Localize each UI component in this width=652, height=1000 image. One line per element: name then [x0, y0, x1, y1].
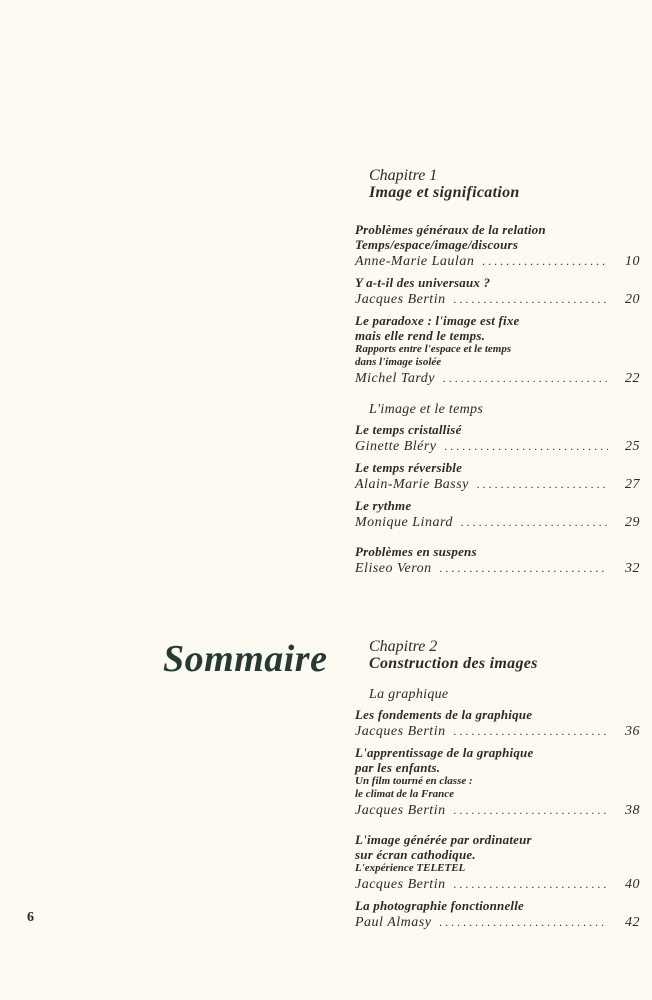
entry-title: Problèmes généraux de la relation	[355, 222, 546, 237]
section-heading: La graphique	[369, 687, 449, 702]
entry-subtitle: Rapports entre l'espace et le temps	[355, 343, 512, 355]
entry-title: Problèmes en suspens	[355, 544, 477, 559]
entry-page: 36	[625, 724, 640, 739]
chapter-number: Chapitre 1	[369, 167, 438, 184]
toc-entry[interactable]	[355, 222, 640, 271]
leader-dots	[454, 290, 608, 308]
toc-entry[interactable]	[355, 832, 640, 894]
leader-dots	[440, 559, 608, 577]
entry-subtitle: dans l'image isolée	[355, 356, 442, 368]
leader-dots	[439, 913, 608, 931]
entry-page: 10	[625, 254, 640, 269]
toc-entry[interactable]	[355, 498, 640, 532]
table-of-contents	[355, 167, 640, 932]
entry-title: L'apprentissage de la graphique	[355, 745, 534, 760]
entry-page: 27	[625, 477, 640, 492]
entry-page: 38	[625, 803, 640, 818]
leader-dots	[445, 437, 608, 455]
toc-entry[interactable]	[355, 422, 640, 456]
entry-title: Temps/espace/image/discours	[355, 237, 519, 252]
entry-title: Le rythme	[355, 498, 412, 513]
leader-dots	[454, 722, 608, 740]
entry-page: 42	[625, 915, 640, 930]
entry-author: Alain-Marie Bassy	[355, 477, 469, 492]
entry-author: Jacques Bertin	[355, 803, 446, 818]
toc-entry[interactable]	[355, 460, 640, 494]
chapter-heading	[369, 167, 640, 202]
entry-page: 25	[625, 439, 640, 454]
entry-subtitle: Un film tourné en classe :	[355, 775, 473, 787]
toc-entry[interactable]	[355, 707, 640, 741]
entry-author: Jacques Bertin	[355, 877, 446, 892]
leader-dots	[482, 252, 608, 270]
toc-entry[interactable]	[355, 275, 640, 309]
entry-page: 20	[625, 292, 640, 307]
entry-subtitle: le climat de la France	[355, 788, 454, 800]
entry-title: Le temps cristallisé	[355, 422, 462, 437]
entry-title: par les enfants.	[355, 760, 441, 775]
entry-page: 32	[625, 561, 640, 576]
entry-title: mais elle rend le temps.	[355, 328, 486, 343]
leader-dots	[443, 369, 608, 387]
entry-page: 22	[625, 371, 640, 386]
entry-author: Eliseo Veron	[355, 561, 432, 576]
entry-author: Michel Tardy	[355, 371, 436, 386]
entry-title: L'image générée par ordinateur	[355, 832, 532, 847]
chapter-number: Chapitre 2	[369, 638, 438, 655]
page-number: 6	[27, 910, 34, 925]
entry-author: Paul Almasy	[355, 915, 432, 930]
section-heading: L'image et le temps	[369, 402, 484, 417]
entry-title: Y a-t-il des universaux ?	[355, 275, 491, 290]
entry-author: Jacques Bertin	[355, 724, 446, 739]
entry-author: Monique Linard	[355, 515, 453, 530]
chapter-heading	[369, 638, 640, 673]
leader-dots	[454, 801, 608, 819]
entry-title: Le paradoxe : l'image est fixe	[355, 313, 520, 328]
entry-title: La photographie fonctionnelle	[355, 898, 525, 913]
entry-author: Ginette Bléry	[355, 439, 437, 454]
toc-entry[interactable]	[355, 898, 640, 932]
entry-title: Le temps réversible	[355, 460, 463, 475]
entry-title: sur écran cathodique.	[355, 847, 476, 862]
leader-dots	[454, 875, 608, 893]
entry-author: Anne-Marie Laulan	[355, 254, 475, 269]
entry-page: 40	[625, 877, 640, 892]
leader-dots	[461, 513, 608, 531]
page-title: Sommaire	[163, 638, 328, 680]
entry-title: Les fondements de la graphique	[355, 707, 533, 722]
toc-entry[interactable]	[355, 544, 640, 578]
toc-entry[interactable]	[355, 313, 640, 388]
leader-dots	[477, 475, 608, 493]
entry-subtitle: L'expérience TELETEL	[355, 862, 466, 874]
chapter-title: Construction des images	[369, 655, 538, 672]
entry-author: Jacques Bertin	[355, 292, 446, 307]
chapter-title: Image et signification	[369, 184, 520, 201]
toc-entry[interactable]	[355, 745, 640, 820]
entry-page: 29	[625, 515, 640, 530]
